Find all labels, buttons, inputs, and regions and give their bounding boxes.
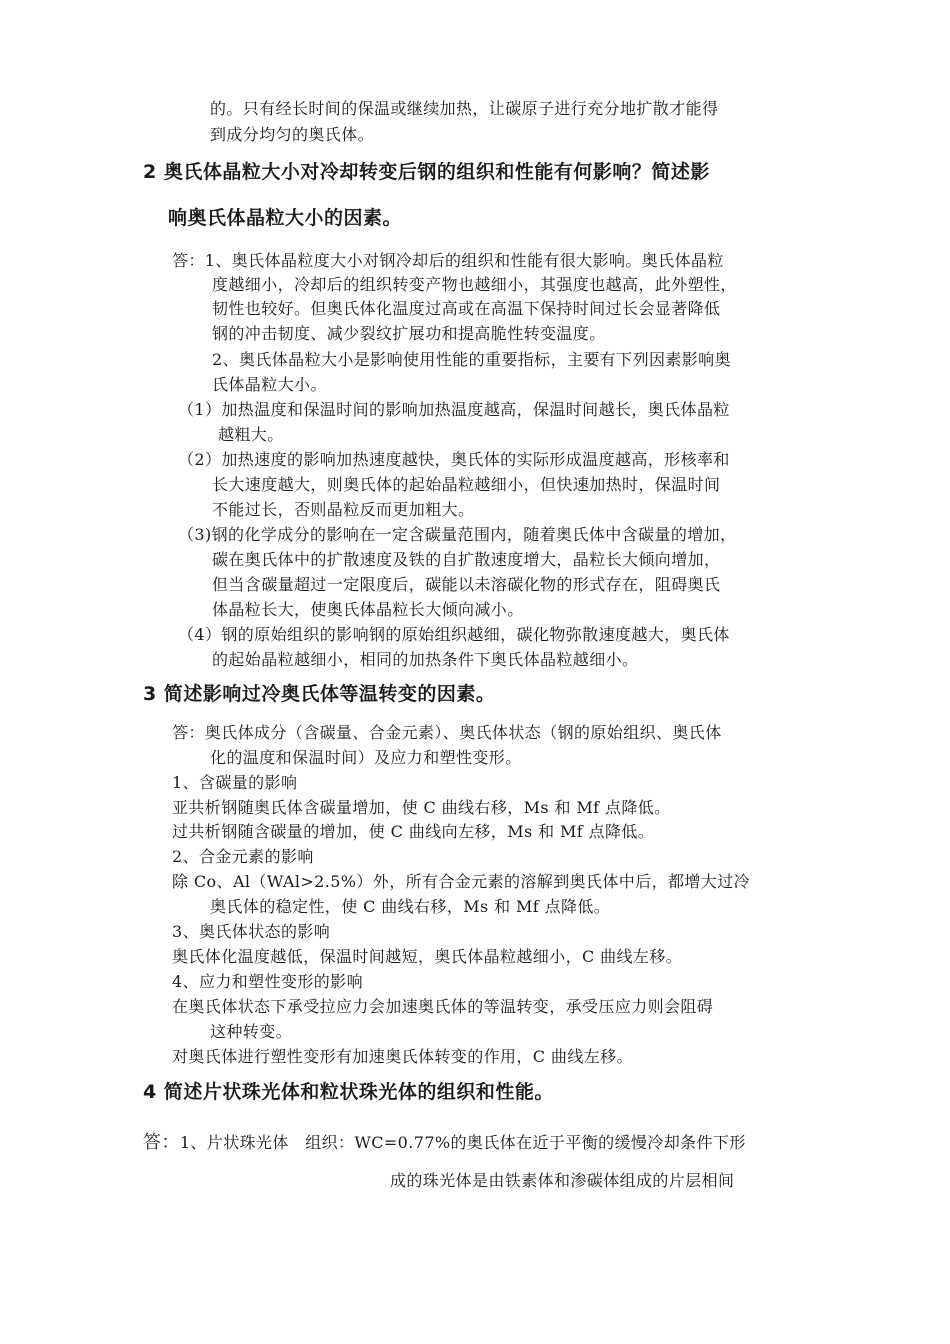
q2-answer-line: 答：1、奥氏体晶粒度大小对钢冷却后的组织和性能有很大影响。奥氏体晶粒: [172, 251, 724, 270]
q2-answer-line: 不能过长，否则晶粒反而更加粗大。: [212, 500, 475, 519]
q2-answer-line: 2、奥氏体晶粒大小是影响使用性能的重要指标，主要有下列因素影响奥: [212, 350, 731, 369]
q3-answer-line: 过共析钢随含碳量的增加，使 C 曲线向左移，Ms 和 Mf 点降低。: [172, 822, 655, 841]
q4-answer-line-1: [143, 1131, 746, 1155]
q3-answer-line: 2、合金元素的影响: [172, 847, 314, 866]
q2-answer-line: （4）钢的原始组织的影响钢的原始组织越细，碳化物弥散速度越大，奥氏体: [178, 625, 730, 644]
q2-answer-line: 越粗大。: [218, 425, 284, 444]
q2-answer-line: 但当含碳量超过一定限度后，碳能以未溶碳化物的形式存在，阻碍奥氏: [212, 575, 721, 594]
q4-answer-line-2: 成的珠光体是由铁素体和渗碳体组成的片层相间: [390, 1171, 735, 1190]
q3-answer-line: 亚共析钢随奥氏体含碳量增加，使 C 曲线右移，Ms 和 Mf 点降低。: [172, 798, 671, 817]
q2-answer-line: 的起始晶粒越细小，相同的加热条件下奥氏体晶粒越细小。: [212, 650, 639, 669]
question-4-heading: 4 简述片状珠光体和粒状珠光体的组织和性能。: [143, 1081, 554, 1103]
q3-answer-line: 在奥氏体状态下承受拉应力会加速奥氏体的等温转变，承受压应力则会阻碍: [172, 997, 714, 1016]
question-2-heading-line-1: 2 奥氏体晶粒大小对冷却转变后钢的组织和性能有何影响？简述影: [143, 161, 710, 183]
q3-answer-line: 除 Co、Al（WAl>2.5%）外，所有合金元素的溶解到奥氏体中后，都增大过冷: [172, 872, 751, 891]
q3-answer-line: 4、应力和塑性变形的影响: [172, 972, 363, 991]
q2-answer-line: 体晶粒长大，使奥氏体晶粒长大倾向减小。: [212, 600, 524, 619]
intro-line-2: 到成分均匀的奥氏体。: [210, 125, 375, 144]
intro-line-1: 的。只有经长时间的保温或继续加热，让碳原子进行充分地扩散才能得: [210, 99, 719, 118]
q3-answer-line: 对奥氏体进行塑性变形有加速奥氏体转变的作用，C 曲线左移。: [172, 1047, 633, 1066]
q3-answer-line: 1、含碳量的影响: [172, 773, 298, 792]
q2-answer-line: （1）加热温度和保温时间的影响加热温度越高，保温时间越长，奥氏体晶粒: [178, 400, 730, 419]
q2-answer-line: （3)钢的化学成分的影响在一定含碳量范围内，随着奥氏体中含碳量的增加，: [178, 525, 737, 544]
q3-answer-line: 3、奥氏体状态的影响: [172, 922, 331, 941]
q3-answer-line: 奥氏体化温度越低，保温时间越短，奥氏体晶粒越细小，C 曲线左移。: [172, 947, 683, 966]
q3-answer-line: 奥氏体的稳定性，使 C 曲线右移，Ms 和 Mf 点降低。: [210, 897, 611, 916]
q2-answer-line: 韧性也较好。但奥氏体化温度过高或在高温下保持时间过长会显著降低: [212, 299, 721, 318]
q2-answer-line: 碳在奥氏体中的扩散速度及铁的自扩散速度增大，晶粒长大倾向增加，: [212, 550, 721, 569]
q3-answer-line: 答：奥氏体成分（含碳量、合金元素）、奥氏体状态（钢的原始组织、奥氏体: [172, 723, 722, 742]
q3-answer-line: 这种转变。: [210, 1022, 293, 1041]
question-2-heading-line-2: 响奥氏体晶粒大小的因素。: [168, 207, 403, 229]
q2-answer-line: 长大速度越大，则奥氏体的起始晶粒越细小，但快速加热时，保温时间: [212, 475, 721, 494]
q4-answer-label: 答：: [143, 1132, 180, 1153]
q2-answer-line: 氏体晶粒大小。: [212, 375, 327, 394]
q2-answer-line: 钢的冲击韧度、减少裂纹扩展功和提高脆性转变温度。: [212, 324, 606, 343]
q2-answer-line: 度越细小，冷却后的组织转变产物也越细小，其强度也越高，此外塑性，: [212, 275, 737, 294]
q2-answer-line: （2）加热速度的影响加热速度越快，奥氏体的实际形成温度越高，形核率和: [178, 450, 730, 469]
question-3-heading: 3 简述影响过冷奥氏体等温转变的因素。: [143, 683, 496, 705]
q4-answer-text: 1、片状珠光体 组织：WC=0.77%的奥氏体在近于平衡的缓慢冷却条件下形: [179, 1133, 746, 1152]
q3-answer-line: 化的温度和保温时间）及应力和塑性变形。: [210, 748, 522, 767]
